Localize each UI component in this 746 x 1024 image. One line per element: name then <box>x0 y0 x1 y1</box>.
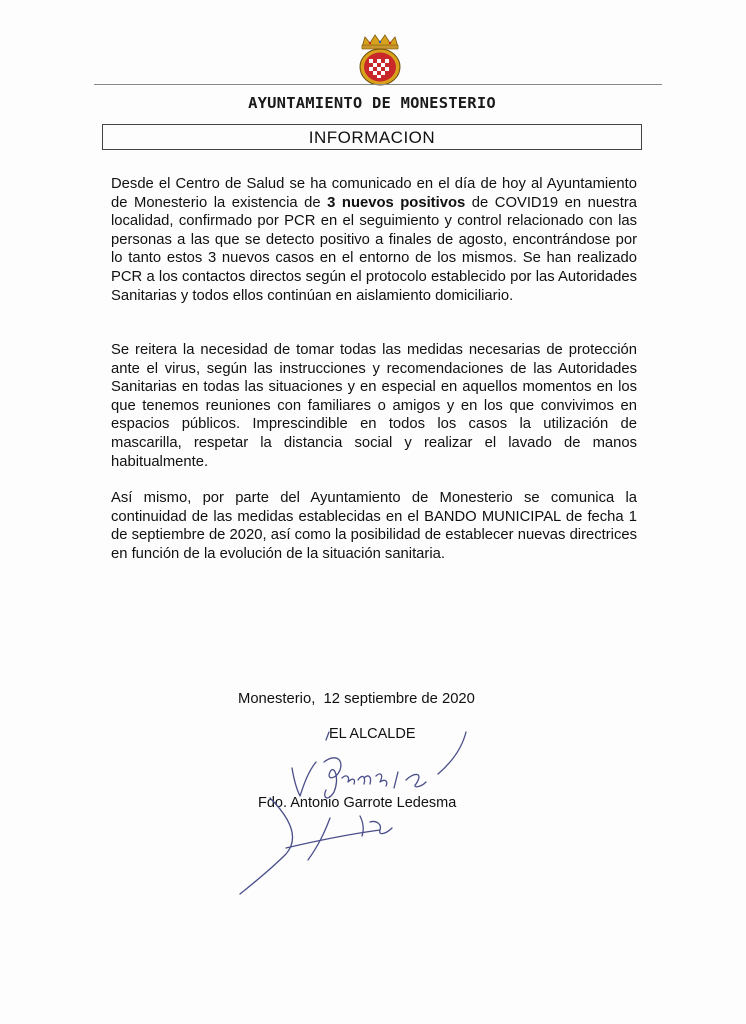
paragraph-2 <box>111 341 637 471</box>
paragraph-3 <box>111 489 637 563</box>
section-title-box <box>102 124 642 150</box>
place-and-date: Monesterio, 12 septiembre de 2020 <box>238 691 475 707</box>
paragraph-1-highlight: 3 nuevos positivos <box>327 194 466 211</box>
organization-name: AYUNTAMIENTO DE MONESTERIO <box>248 94 496 112</box>
paragraph-1-intro: Desde el Centro de Salud se ha comunicado en el día de hoy al Ayuntamiento de Monesterio la existencia de <box>111 176 637 211</box>
paragraph-3-text: Así mismo, por parte del Ayuntamiento de Monesterio se comunica la continuidad de las medidas establecidas en el BANDO MUNICIPAL de fecha 1 de septiembre de 2020, así como la posibilidad de establecer nuevas directrices en función de la evolución de la situación sanitaria. <box>111 490 637 562</box>
coat-of-arms-icon <box>354 33 406 87</box>
paragraph-2-text: Se reitera la necesidad de tomar todas las medidas necesarias de protección ante el virus, según las instrucciones y recomendaciones de las Autoridades Sanitarias en todas las situaciones y en especial en aquellos momentos en los que tenemos reuniones con familiares o amigos y en los que convivimos en espacios públicos. Imprescindible en todos los casos la utilización de mascarilla, respetar la distancia social y realizar el lavado de manos habitualmente. <box>111 342 637 470</box>
paragraph-1 <box>111 175 637 305</box>
handwritten-signature <box>230 728 490 898</box>
signer-role: EL ALCALDE <box>329 726 416 742</box>
signer-name: Fdo. Antonio Garrote Ledesma <box>258 795 457 811</box>
section-title: INFORMACION <box>308 128 436 147</box>
paragraph-1-rest: de COVID19 en nuestra localidad, confirmado por PCR en el seguimiento y control relacionado con las personas a las que se detecto positivo a finales de agosto, encontrándose por lo tanto estos 3 nuevos casos en el entorno de los mismos. Se han realizado PCR a los contactos directos según el protocolo establecido por las Autoridades Sanitarias y todos ellos continúan en aislamiento domiciliario. <box>111 194 637 304</box>
header-divider <box>94 84 662 85</box>
